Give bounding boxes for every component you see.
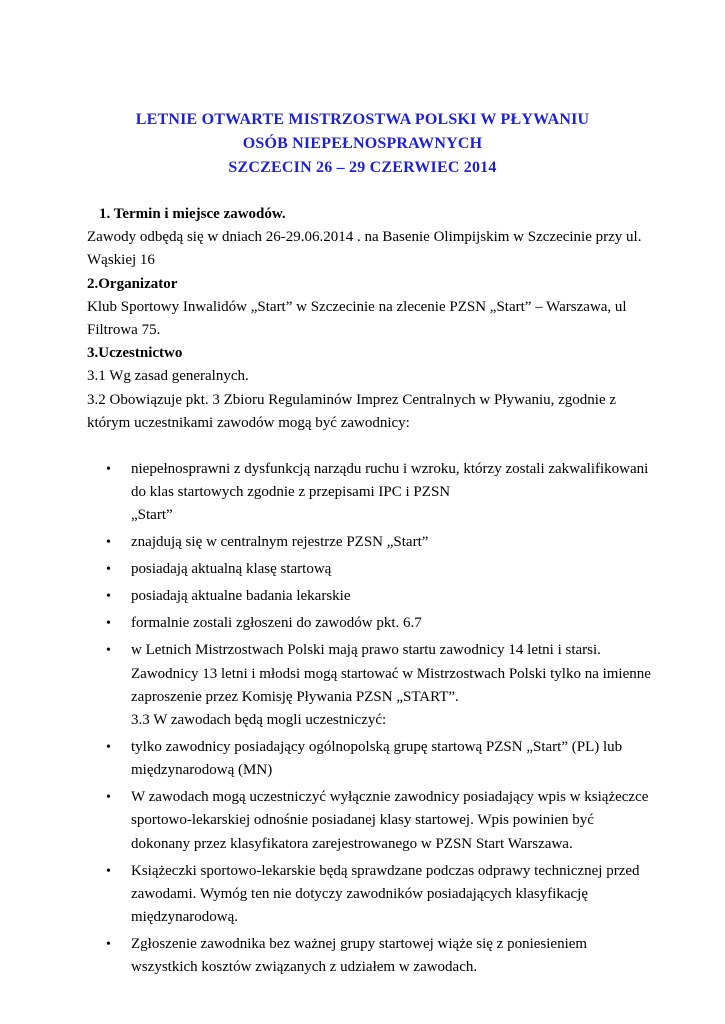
eligibility-bullet-list (87, 458, 662, 979)
bullet-text-line: formalnie zostali zgłoszeni do zawodów pkt. 6.7 (131, 615, 422, 632)
bullet-item (87, 786, 662, 856)
bullet-text-line: Zgłoszenie zawodnika bez ważnej grupy startowej wiąże się z poniesieniem (131, 936, 588, 953)
bullet-text-line: Zawodnicy 13 letni i młodsi mogą startować w Mistrzostwach Polski tylko na imienne (131, 665, 651, 682)
bullet-item (87, 585, 662, 608)
section-1-text-line-1: Zawody odbędą się w dniach 26-29.06.2014 . na Basenie Olimpijskim w Szczecinie przy ul. (87, 229, 642, 246)
bullet-item (87, 639, 662, 732)
document-body (87, 203, 662, 983)
bullet-item (87, 736, 662, 782)
section-2-text-line-2: Filtrowa 75. (87, 322, 161, 339)
bullet-item (87, 531, 662, 554)
title-line-1: LETNIE OTWARTE MISTRZOSTWA POLSKI W PŁYWANIU (135, 111, 590, 128)
bullet-dot-icon: • (106, 863, 111, 879)
bullet-text-line: sportowo-lekarskiej odnośnie posiadanej klasy startowej. Wpis powinien być (131, 812, 594, 829)
bullet-item (87, 933, 662, 979)
section-3-2-text-line-1: 3.2 Obowiązuje pkt. 3 Zbioru Regulaminów Imprez Centralnych w Pływaniu, zgodnie z (87, 391, 617, 408)
section-1-text-line-2: Wąskiej 16 (87, 252, 155, 269)
bullet-dot-icon: • (106, 589, 111, 605)
bullet-text-line: znajdują się w centralnym rejestrze PZSN „Start” (131, 534, 429, 551)
section-2-heading: 2.Organizator (87, 275, 178, 292)
bullet-dot-icon: • (106, 562, 111, 578)
bullet-dot-icon: • (106, 462, 111, 478)
bullet-text-line: wszystkich kosztów związanych z udziałem w zawodach. (131, 959, 478, 976)
document-title (0, 108, 725, 180)
bullet-dot-icon: • (106, 643, 111, 659)
bullet-text-line: międzynarodową (MN) (131, 762, 273, 779)
section-1-heading: 1. Termin i miejsce zawodów. (99, 206, 286, 222)
bullet-item (87, 860, 662, 930)
bullet-item (87, 612, 662, 635)
bullet-text-line: międzynarodową. (131, 909, 239, 926)
bullet-dot-icon: • (106, 790, 111, 806)
bullet-item (87, 558, 662, 581)
section-3-2-text-line-2: którym uczestnikami zawodów mogą być zawodnicy: (87, 414, 410, 431)
title-line-3: SZCZECIN 26 – 29 CZERWIEC 2014 (228, 159, 497, 176)
bullet-text-line: do klas startowych zgodnie z przepisami IPC i PZSN (131, 484, 451, 501)
bullet-text-line: tylko zawodnicy posiadający ogólnopolską grupę startową PZSN „Start” (PL) lub (131, 739, 623, 756)
bullet-text-line: 3.3 W zawodach będą mogli uczestniczyć: (131, 712, 387, 729)
bullet-text-line: posiadają aktualne badania lekarskie (131, 588, 351, 605)
bullet-text-line: niepełnosprawni z dysfunkcją narządu ruchu i wzroku, którzy zostali zakwalifikowani (131, 461, 649, 478)
bullet-text-line: zaproszenie przez Komisję Pływania PZSN „START”. (131, 688, 459, 705)
bullet-dot-icon: • (106, 937, 111, 953)
bullet-text-line: „Start” (131, 507, 173, 524)
section-3-heading: 3.Uczestnictwo (87, 345, 183, 362)
section-2-text-line-1: Klub Sportowy Inwalidów „Start” w Szczecinie na zlecenie PZSN „Start” – Warszawa, ul (87, 298, 627, 315)
title-line-2: OSÓB NIEPEŁNOSPRAWNYCH (242, 135, 483, 152)
bullet-text-line: w Letnich Mistrzostwach Polski mają prawo startu zawodnicy 14 letni i starsi. (131, 642, 601, 659)
section-3-1-text: 3.1 Wg zasad generalnych. (87, 368, 249, 385)
bullet-item (87, 458, 662, 528)
bullet-dot-icon: • (106, 535, 111, 551)
bullet-text-line: zawodami. Wymóg ten nie dotyczy zawodników posiadających klasyfikację (131, 885, 589, 902)
bullet-dot-icon: • (106, 616, 111, 632)
bullet-dot-icon: • (106, 740, 111, 756)
bullet-text-line: W zawodach mogą uczestniczyć wyłącznie zawodnicy posiadający wpis w książeczce (131, 789, 649, 806)
bullet-text-line: posiadają aktualną klasę startową (131, 561, 332, 578)
bullet-text-line: Książeczki sportowo-lekarskie będą sprawdzane podczas odprawy technicznej przed (131, 862, 640, 879)
bullet-text-line: dokonany przez klasyfikatora zarejestrowanego w PZSN Start Warszawa. (131, 835, 573, 852)
paragraph-spacer (87, 435, 662, 458)
